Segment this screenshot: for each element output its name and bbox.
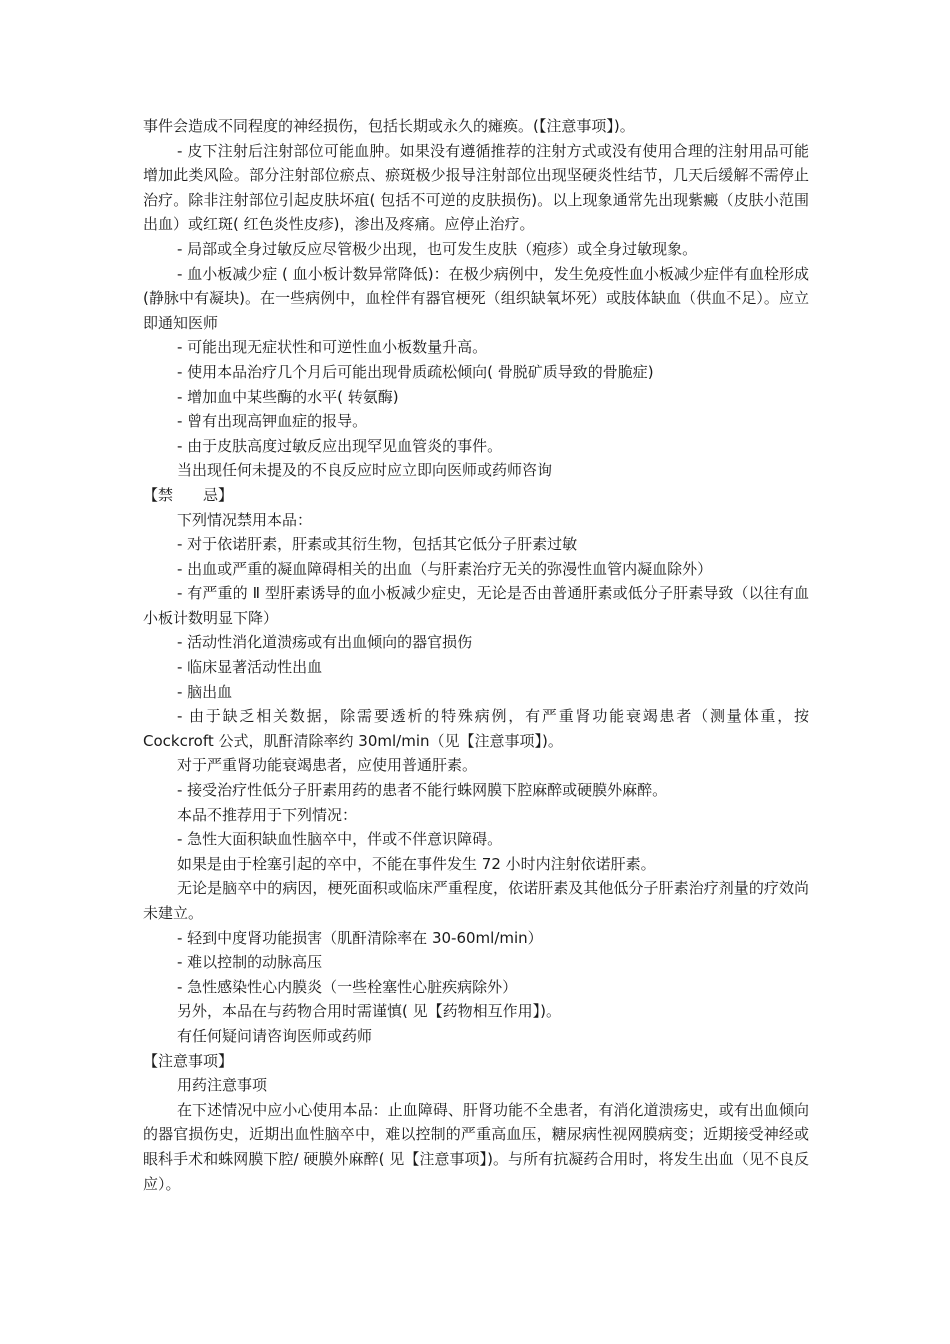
paragraph: 在下述情况中应小心使用本品：止血障碍、肝肾功能不全患者，有消化道溃疡史，或有出血倾向的器官损伤史，近期出血性脑卒中，难以控制的严重高血压，糖尿病性视网膜病变；近期接受神经或眼科手术和蛛网膜下腔/ 硬膜外麻醉( 见【注意事项】)。与所有抗凝药合用时，将发生出血（见不良反应）。 [143,1100,809,1193]
list-item: - 由于皮肤高度过敏反应出现罕见血管炎的事件。 [177,436,503,455]
paragraph: 事件会造成不同程度的神经损伤，包括长期或永久的瘫痪。(【注意事项】)。 [143,117,635,135]
list-item: - 血小板减少症 ( 血小板计数异常降低)：在极少病例中，发生免疫性血小板减少症伴有血栓形成(静脉中有凝块)。在一些病例中，血栓伴有器官梗死（组织缺氧坏死）或肢体缺血（供血不足）。应立即通知医师 [143,264,809,332]
paragraph: 当出现任何未提及的不良反应时应立即向医师或药师咨询 [177,461,553,480]
list-item: - 增加血中某些酶的水平( 转氨酶) [177,387,399,406]
list-item: - 接受治疗性低分子肝素用药的患者不能行蛛网膜下腔麻醉或硬膜外麻醉。 [177,781,668,800]
list-item: - 由于缺乏相关数据，除需要透析的特殊病例，有严重肾功能衰竭患者（测量体重，按 Cockcroft 公式，肌酐清除率约 30ml/min（见【注意事项】)。 [143,707,809,750]
list-item: - 有严重的 Ⅱ 型肝素诱导的血小板减少症史，无论是否由普通肝素或低分子肝素导致（以往有血小板计数明显下降） [143,584,809,627]
list-item: - 脑出血 [177,682,233,701]
list-item: - 局部或全身过敏反应尽管极少出现，也可发生皮肤（疱疹）或全身过敏现象。 [177,239,698,258]
paragraph: 无论是脑卒中的病因，梗死面积或临床严重程度，依诺肝素及其他低分子肝素治疗剂量的疗效尚未建立。 [143,879,809,922]
subheading: 用药注意事项 [177,1076,268,1095]
paragraph: 有任何疑问请咨询医师或药师 [177,1026,373,1045]
list-item: - 轻到中度肾功能损害（肌酐清除率在 30-60ml/min） [177,928,543,947]
list-item: - 曾有出现高钾血症的报导。 [177,412,368,431]
paragraph: 另外，本品在与药物合用时需谨慎( 见【药物相互作用】)。 [177,1002,561,1021]
document-body [143,114,809,1196]
list-item: - 活动性消化道溃疡或有出血倾向的器官损伤 [177,633,473,652]
section-heading-contraindications: 【禁 忌】 [143,485,234,504]
paragraph: 下列情况禁用本品： [177,510,313,529]
paragraph: 对于严重肾功能衰竭患者，应使用普通肝素。 [177,756,478,775]
list-item: - 难以控制的动脉高压 [177,953,323,972]
list-item: - 急性大面积缺血性脑卒中，伴或不伴意识障碍。 [177,830,503,849]
list-item: - 急性感染性心内膜炎（一些栓塞性心脏疾病除外） [177,977,518,996]
list-item: - 使用本品治疗几个月后可能出现骨质疏松倾向( 骨脱矿质导致的骨脆症) [177,362,654,381]
list-item: - 对于依诺肝素，肝素或其衍生物，包括其它低分子肝素过敏 [177,535,578,554]
section-heading-precautions: 【注意事项】 [143,1051,234,1070]
list-item: - 皮下注射后注射部位可能血肿。如果没有遵循推荐的注射方式或没有使用合理的注射用品可能增加此类风险。部分注射部位瘀点、瘀斑极少报导注射部位出现坚硬炎性结节，几天后缓解不需停止治疗。除非注射部位引起皮肤坏疽( 包括不可逆的皮肤损伤)。以上现象通常先出现紫癜（皮肤小范围出血）或红斑( 红色炎性皮疹)，渗出及疼痛。应停止治疗。 [143,141,809,234]
paragraph: 本品不推荐用于下列情况： [177,805,358,824]
list-item: - 可能出现无症状性和可逆性血小板数量升高。 [177,338,488,357]
paragraph: 如果是由于栓塞引起的卒中，不能在事件发生 72 小时内注射依诺肝素。 [177,854,656,873]
list-item: - 临床显著活动性出血 [177,658,323,677]
list-item: - 出血或严重的凝血障碍相关的出血（与肝素治疗无关的弥漫性血管内凝血除外） [177,559,713,578]
